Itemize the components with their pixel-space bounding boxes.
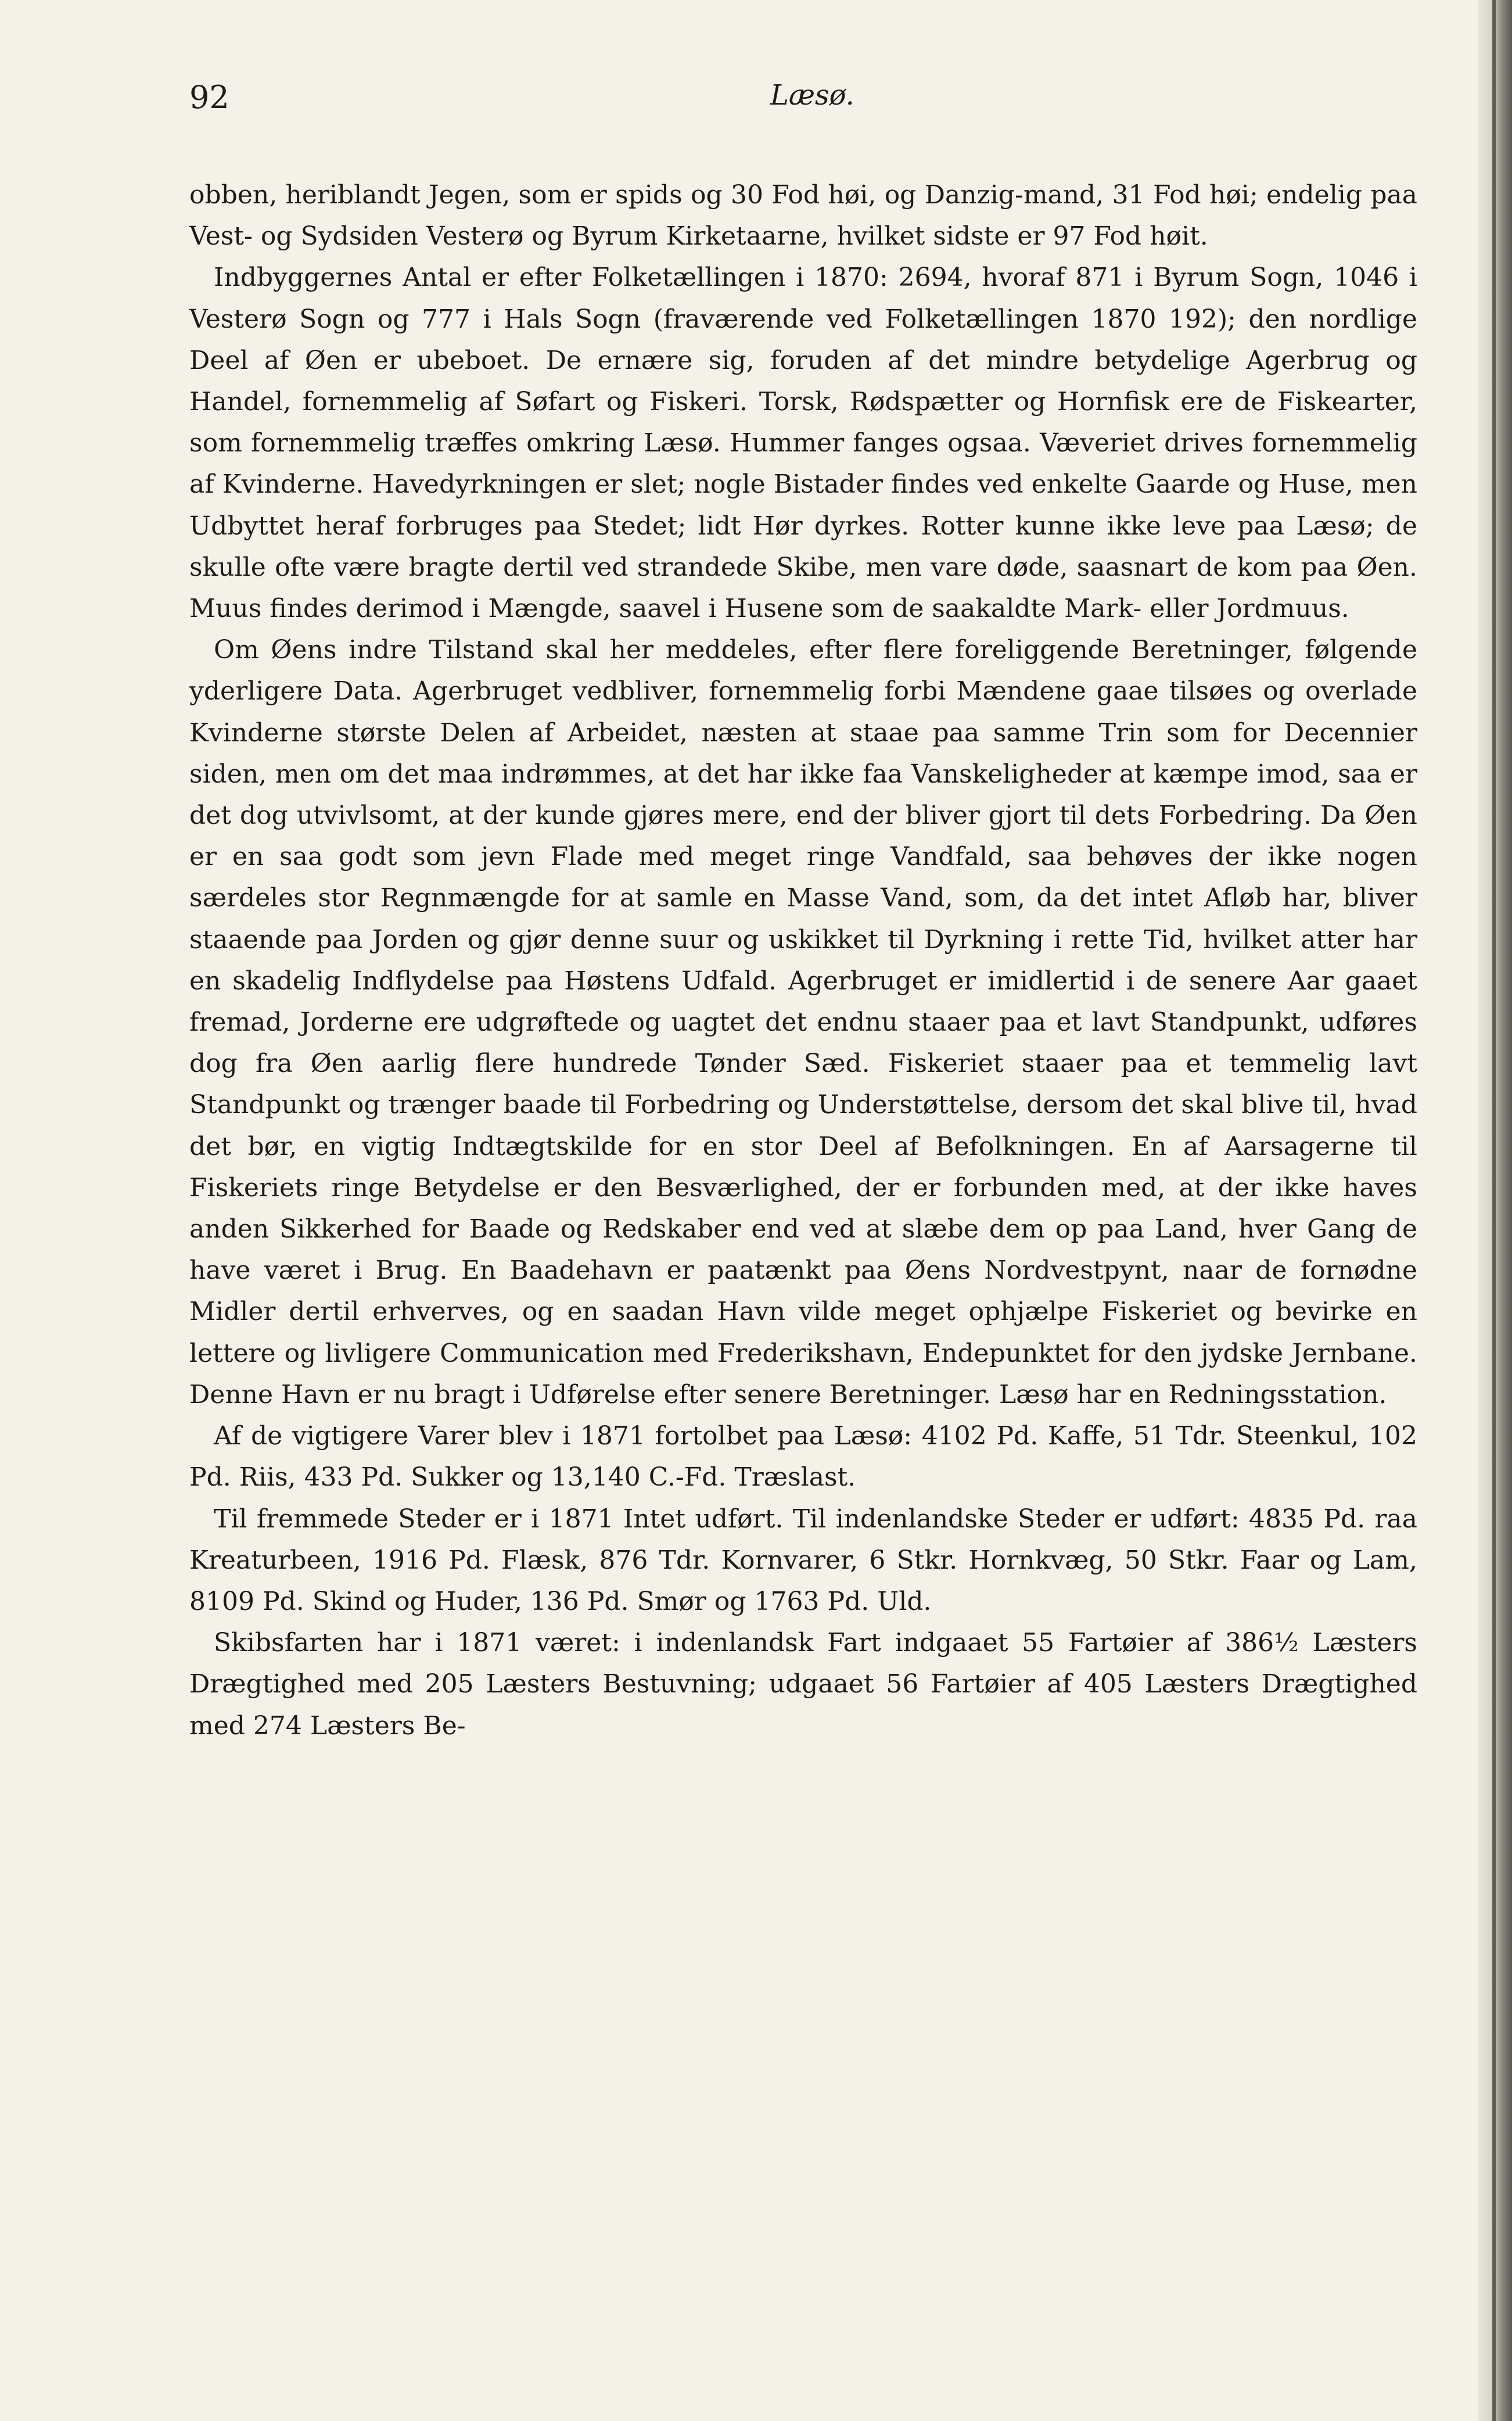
- paragraph-inner-condition: Om Øens indre Tilstand skal her meddeles, efter flere foreliggende Beretninger, følgende yderligere Data. Agerbruget vedbliver, fornemmelig forbi Mændene gaae tilsøes og overlade Kvinderne største Delen af Arbeidet, næsten at staae paa samme Trin som for Decennier siden, men om det maa indrømmes, at det har ikke faa Vanskeligheder at kæmpe imod, saa er det dog utvivlsomt, at der kunde gjøres mere, end der bliver gjort til dets Forbedring. Da Øen er en saa godt som jevn Flade med meget ringe Vandfald, saa behøves der ikke nogen særdeles stor Regnmængde for at samle en Masse Vand, som, da det intet Afløb har, bliver staaende paa Jorden og gjør denne suur og uskikket til Dyrkning i rette Tid, hvilket atter har en skadelig Indflydelse paa Høstens Udfald. Agerbruget er imidlertid i de senere Aar gaaet fremad, Jorderne ere udgrøftede og uagtet det endnu staaer paa et lavt Standpunkt, udføres dog fra Øen aarlig flere hundrede Tønder Sæd. Fiskeriet staaer paa et temmelig lavt Standpunkt og trænger baade til Forbedring og Understøttelse, dersom det skal blive til, hvad det bør, en vigtig Indtægtskilde for en stor Deel af Befolkningen. En af Aarsagerne til Fiskeriets ringe Betydelse er den Besværlighed, der er forbunden med, at der ikke haves anden Sikkerhed for Baade og Redskaber end ved at slæbe dem op paa Land, hver Gang de have været i Brug. En Baadehavn er paatænkt paa Øens Nordvestpynt, naar de fornødne Midler dertil erhverves, og en saadan Havn vilde meget ophjælpe Fiskeriet og bevirke en lettere og livligere Communication med Frederikshavn, Endepunktet for den jydske Jernbane. Denne Havn er nu bragt i Udførelse efter senere Beretninger. Læsø har en Redningsstation.: [189, 635, 1417, 1409]
- book-spine-edge: [1492, 0, 1496, 2421]
- page-header: [189, 79, 1421, 125]
- page-number: 92: [189, 79, 229, 116]
- paragraph-population: Indbyggernes Antal er efter Folketællingen i 1870: 2694, hvoraf 871 i Byrum Sogn, 1046 i Vesterø Sogn og 777 i Hals Sogn (fraværende ved Folketællingen 1870 192); den nordlige Deel af Øen er ubeboet. De ernære sig, foruden af det mindre betydelige Agerbrug og Handel, fornemmelig af Søfart og Fiskeri. Torsk, Rødspætter og Hornfisk ere de Fiskearter, som fornemmelig træffes omkring Læsø. Hummer fanges ogsaa. Væveriet drives fornemmelig af Kvinderne. Havedyrkningen er slet; nogle Bistader findes ved enkelte Gaarde og Huse, men Udbyttet heraf forbruges paa Stedet; lidt Hør dyrkes. Rotter kunne ikke leve paa Læsø; de skulle ofte være bragte dertil ved strandede Skibe, men vare døde, saasnart de kom paa Øen. Muus findes derimod i Mængde, saavel i Husene som de saakaldte Mark- eller Jordmuus.: [189, 263, 1417, 624]
- running-head: Læsø.: [770, 79, 854, 112]
- paragraph-imports: Af de vigtigere Varer blev i 1871 fortolbet paa Læsø: 4102 Pd. Kaffe, 51 Tdr. Steenkul, 102 Pd. Riis, 433 Pd. Sukker og 13,140 C.-Fd. Træslast.: [189, 1421, 1417, 1493]
- paragraph-shipping: Skibsfarten har i 1871 været: i indenlandsk Fart indgaaet 55 Fartøier af 386½ Læsters Drægtighed med 205 Læsters Bestuvning; udgaaet 56 Fartøier af 405 Læsters Drægtighed med 274 Læsters Be-: [189, 1628, 1417, 1741]
- paragraph-exports: Til fremmede Steder er i 1871 Intet udført. Til indenlandske Steder er udført: 4835 Pd. raa Kreaturbeen, 1916 Pd. Flæsk, 876 Tdr. Kornvarer, 6 Stkr. Hornkvæg, 50 Stkr. Faar og Lam, 8109 Pd. Skind og Huder, 136 Pd. Smør og 1763 Pd. Uld.: [189, 1504, 1417, 1616]
- body-text: [189, 174, 1417, 1746]
- paragraph-continuation: obben, heriblandt Jegen, som er spids og 30 Fod høi, og Danzig-mand, 31 Fod høi; endelig paa Vest- og Sydsiden Vesterø og Byrum Kirketaarne, hvilket sidste er 97 Fod høit.: [189, 180, 1417, 252]
